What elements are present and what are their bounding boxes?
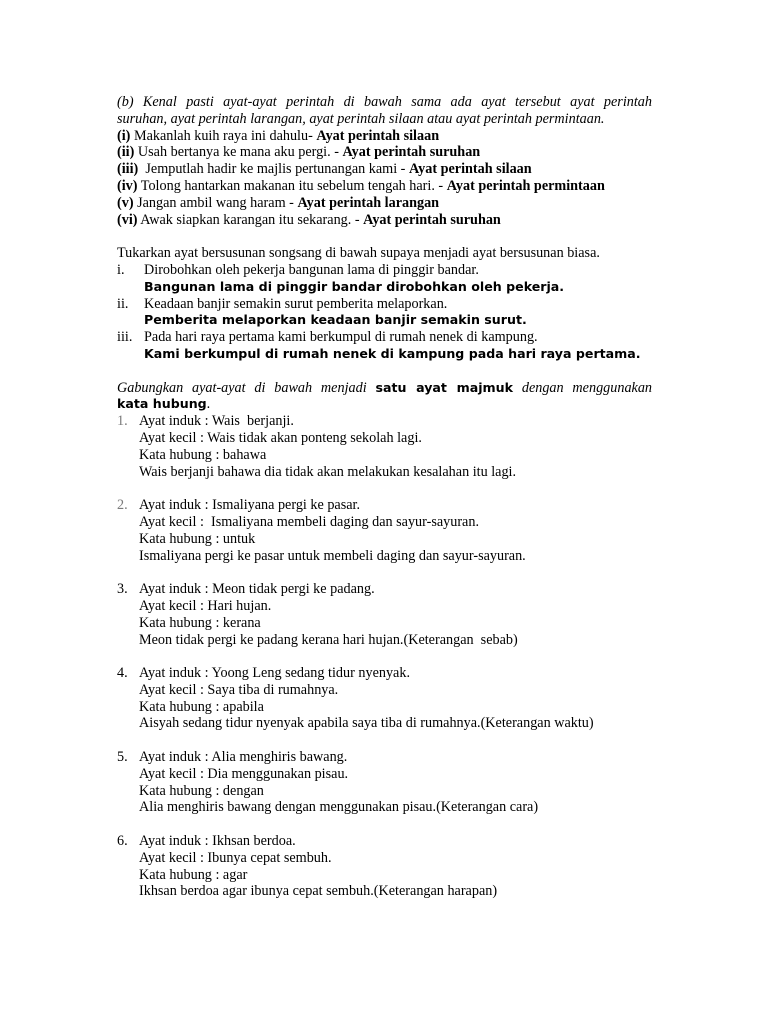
item-induk: Ayat induk : Ismaliyana pergi ke pasar. [139,497,361,514]
item-number: 2. [117,497,128,514]
spacer [117,480,652,497]
list-item [117,296,652,313]
spacer [117,816,652,833]
item-jawapan: Meon tidak pergi ke padang kerana hari hujan.(Keterangan sebab) [139,631,518,648]
item-induk: Ayat induk : Meon tidak pergi ke padang. [139,581,375,598]
spacer [117,732,652,749]
item-kecil: Ayat kecil : Dia menggunakan pisau. [139,765,349,782]
item-question: Keadaan banjir semakin surut pemberita melaporkan. [144,295,448,312]
item-hubung: Kata hubung : dengan [139,782,264,799]
item-answer: Ayat perintah silaan [316,127,440,144]
section-majmuk-intro-line2 [117,396,652,413]
spacer [117,564,652,581]
item-text: Makanlah kuih raya ini dahulu- [130,127,317,144]
item-answer: Ayat perintah larangan [297,194,440,211]
list-item [117,581,652,598]
item-text: Jemputlah hadir ke majlis pertunangan kami - [138,161,409,178]
item-jawapan: Wais berjanji bahawa dia tidak akan melakukan kesalahan itu lagi. [139,463,517,480]
item-kecil: Ayat kecil : Saya tiba di rumahnya. [139,681,339,698]
item-answer: Ayat perintah permintaan [446,177,605,194]
item-hubung: Kata hubung : bahawa [139,446,267,463]
list-item [117,413,652,430]
item-induk: Ayat induk : Alia menghiris bawang. [139,749,348,766]
item-number: (ii) [117,144,135,161]
item-number: 5. [117,749,128,766]
item-answer: Ayat perintah silaan [408,161,532,178]
item-number: (iv) [117,177,138,194]
spacer [117,228,652,245]
item-number: ii. [117,295,129,312]
list-item [117,195,652,212]
item-hubung: Kata hubung : apabila [139,698,264,715]
item-kecil: Ayat kecil : Wais tidak akan ponteng sekolah lagi. [139,429,422,446]
item-number: i. [117,261,125,278]
item-induk: Ayat induk : Wais berjanji. [139,413,294,430]
item-number: (v) [117,194,134,211]
item-number: (i) [117,127,131,144]
item-number: 4. [117,665,128,682]
item-jawapan: Ikhsan berdoa agar ibunya cepat sembuh.(Keterangan harapan) [139,883,498,900]
item-question: Dirobohkan oleh pekerja bangunan lama di pinggir bandar. [144,261,479,278]
list-item [117,178,652,195]
item-jawapan: Alia menghiris bawang dengan menggunakan pisau.(Keterangan cara) [139,799,539,816]
item-answer: Bangunan lama di pinggir bandar dirobohkan oleh pekerja. [144,278,565,294]
item-number: 6. [117,833,128,850]
spacer [117,363,652,380]
item-answer: Ayat perintah suruhan [363,211,501,228]
item-number: (iii) [117,161,139,178]
list-item [117,833,652,850]
item-text: Tolong hantarkan makanan itu sebelum tengah hari. - [137,177,447,194]
list-item [117,665,652,682]
item-hubung: Kata hubung : untuk [139,530,256,547]
item-kecil: Ayat kecil : Hari hujan. [139,597,272,614]
item-jawapan: Aisyah sedang tidur nyenyak apabila saya tiba di rumahnya.(Keterangan waktu) [139,715,594,732]
item-number: 1. [117,413,128,430]
list-item [117,497,652,514]
item-number: 3. [117,581,128,598]
intro-end: . [206,396,211,413]
section-songsang-intro: Tukarkan ayat bersusunan songsang di bawah supaya menjadi ayat bersusunan biasa. [117,245,600,262]
item-induk: Ayat induk : Ikhsan berdoa. [139,833,296,850]
intro-part2: dengan menggunakan [521,379,653,396]
item-text: Usah bertanya ke mana aku pergi. - [134,144,343,161]
item-jawapan: Ismaliyana pergi ke pasar untuk membeli daging dan sayur-sayuran. [139,547,526,564]
list-item [117,161,652,178]
item-question: Pada hari raya pertama kami berkumpul di rumah nenek di kampung. [144,329,538,346]
item-kecil: Ayat kecil : Ibunya cepat sembuh. [139,849,332,866]
item-answer: Pemberita melaporkan keadaan banjir semakin surut. [144,312,527,328]
item-kecil: Ayat kecil : Ismaliyana membeli daging dan sayur-sayuran. [139,513,479,530]
intro-bold-2: kata hubung [117,396,207,412]
list-item [117,329,652,346]
intro-bold: satu ayat majmuk [375,379,514,395]
list-item [117,749,652,766]
intro-part1: Gabungkan ayat-ayat di bawah menjadi [117,379,367,396]
item-answer: Kami berkumpul di rumah nenek di kampung pada hari raya pertama. [144,345,641,361]
section-b-intro-line1: (b) Kenal pasti ayat-ayat perintah di bawah sama ada ayat tersebut ayat perintah [117,94,652,110]
list-item [117,212,652,229]
list-item [117,144,652,161]
section-majmuk-intro-line1 [117,380,652,397]
section-b-intro-line2: suruhan, ayat perintah larangan, ayat perintah silaan atau ayat perintah permintaan. [117,110,605,127]
list-item [117,262,652,279]
item-hubung: Kata hubung : kerana [139,614,261,631]
item-text: Awak siapkan karangan itu sekarang. - [137,211,364,228]
item-hubung: Kata hubung : agar [139,866,248,883]
list-item [117,128,652,145]
item-text: Jangan ambil wang haram - [133,194,298,211]
item-answer: Ayat perintah suruhan [342,144,481,161]
spacer [117,648,652,665]
item-number: iii. [117,329,133,346]
document-body [117,94,652,900]
item-number: (vi) [117,211,138,228]
item-induk: Ayat induk : Yoong Leng sedang tidur nyenyak. [139,665,410,682]
